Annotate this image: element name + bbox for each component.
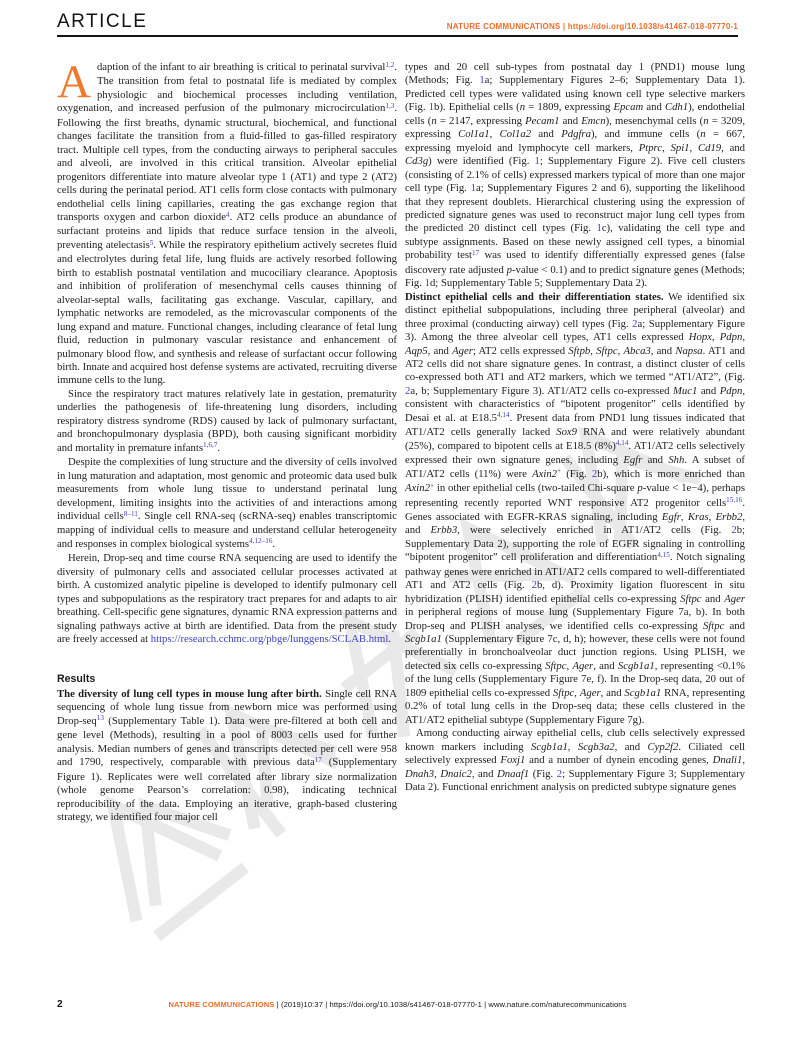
- gene-name: Egfr: [661, 510, 681, 523]
- figure-reference[interactable]: 2: [405, 384, 411, 397]
- citation-reference[interactable]: 13: [96, 714, 104, 723]
- gene-name: Pdgfra: [561, 128, 591, 141]
- figure-reference[interactable]: 2: [531, 579, 537, 592]
- gene-name: Dnaaf1: [497, 767, 530, 780]
- gene-name: Napsa: [675, 344, 703, 357]
- intro-paragraph-3: Despite the complexities of lung structure and the diversity of cells involved in lung maturation and adaptation, most genomic and proteomic data used bulk measurements from whole lung tissue to understand perinatal lung development, limiting insights into the activities of and interactions among individual cells$^{8-11}$. Single cell RNA-seq (scRNA-seq) enables transcriptomic mapping of individual cells to measure and understand cellular heterogeneity and responses in complex biological systems$^{4,12-16}$.: [57, 456, 397, 550]
- gene-name: Axin2: [532, 467, 558, 480]
- citation-reference[interactable]: 17: [314, 755, 322, 764]
- epithelial-section-paragraph: Distinct epithelial cells and their differentiation states. We identified six distinct epithelial subpopulations, including three peripheral (alveolar) and three proximal (conducting airway) cell types (Fig. 2a; Supplementary Figure 3). Among the three alveolar cell types, AT1 cells expressed Hopx, Pdpn, Aqp5, and Ager; AT2 cells expressed Sftpb, Sftpc, Abca3, and Napsa. AT1 and AT2 cells did not share signature genes. In contrast, a distinct cluster of cells co-expressed both AT1 and AT2 markers, which we termed “AT1/AT2”, (Fig. 2a, b; Supplementary Figure 3). AT1/AT2 cells co-expressed Muc1 and Pdpn, consistent with characteristics of “bipotent progenitor” cells identified by Desai et al. at E18.5$^{4,14}$. Present data from PND1 lung tissues indicated that AT1/AT2 cells generally lacked Sox9 RNA and were relatively abundant (25%), compared to bipotent cells at E18.5 $(8\%)^{4,14}$. AT1/AT2 cells selectively expressed their own signature genes, including Egfr and Shh. A subset of AT1/AT2 cells (11%) were Axin2+ (Fig. 2b), which is more enriched than Axin2+ in other epithelial cells (two-tailed Chi-square p-value < 1e−4), perhaps representing recently reported WNT responsive AT2 progenitor cells$^{15,16}$. Genes associated with EGFR-KRAS signaling, including Egfr, Kras, Erbb2, and Erbb3, were selectively enriched in AT1/AT2 cells (Fig. 2b; Supplementary Data 2), supporting the role of EGFR signaling in controlling “bipotent progenitor” cell proliferation and differentiation$^{4,15}$. Notch signaling pathway genes were enriched in AT1/AT2 cells compared to well-differentiated AT1 and AT2 cells (Fig. 2b, d). Proximity ligation fluorescent in situ hybridization (PLISH) identified epithelial cells co-expressing Sftpc and Ager in peripheral regions of mouse lung (Supplementary Figure 7a, b). In both Drop-seq and PLISH analyses, we identified cells co-expressing Sftpc and Scgb1a1 (Supplementary Figure 7c, d, h); however, these cells were not found preferentially in bronchoalveolar duct junction regions. Using PLISH, we detected six cells co-expressing Sftpc, Ager, and Scgb1a1, representing <0.1% of the lung cells (Supplementary Figure 7e, f). In the Drop-seq data, 20 out of 1809 epithelial cells co-expressed Sftpc, Ager, and Scgb1a1 RNA, representing 0.2% of total lung cells in the Drop-seq data; these cells clustered in the AT1/AT2 epithelial subtype (Supplementary Figure 7g).: [405, 290, 746, 726]
- gene-name: Scgb1a1: [405, 633, 442, 646]
- citation-reference[interactable]: 4: [226, 210, 230, 219]
- gene-name: Abca3: [623, 344, 651, 357]
- citation-reference[interactable]: 4,14: [615, 439, 629, 448]
- right-column: [405, 61, 745, 794]
- figure-reference[interactable]: 2: [731, 524, 737, 537]
- gene-name: Ager: [452, 344, 473, 357]
- gene-name: Hopx: [688, 331, 712, 344]
- figure-reference[interactable]: 1: [534, 155, 540, 168]
- footer-journal-name: NATURE COMMUNICATIONS: [168, 1000, 275, 1009]
- gene-name: Col1a1: [458, 128, 490, 141]
- footer-citation: [57, 1000, 738, 1009]
- figure-reference[interactable]: 2: [591, 467, 598, 480]
- gene-name: n: [700, 128, 706, 141]
- gene-name: Sftpc: [596, 344, 618, 357]
- gene-name: Ptprc: [638, 141, 663, 154]
- results-paragraph-1: The diversity of lung cell types in mouse lung after birth. Single cell RNA sequencing of whole lung tissue from newborn mice was performed using Drop-seq$^{13}$ (Supplementary Table 1). Data were pre-filtered at both cell and gene level (Methods), resulting in a pool of 8003 cells used for further analysis. Median numbers of genes and transcripts detected per cell were 958 and 1790, respectively, comparable with previous data$^{17}$ (Supplementary Figure 1). Replicates were well correlated after library size normalization (whole genome Pearson’s correlation: 0.98), indicating technical reproducibility of the data. Employing an iterative, graph-based clustering strategy, we identified four major cell: [57, 687, 397, 824]
- gene-name: Dnaic2: [440, 767, 472, 780]
- gene-name: Epcam: [613, 101, 644, 114]
- gene-name: Spi1: [670, 141, 690, 154]
- results-paragraph-1-continued: types and 20 cell sub-types from postnatal day 1 (PND1) mouse lung (Methods; Fig. 1a; Supplementary Figures 2–6; Supplementary Data 1). Predicted cell types were validated using known cell type selective markers (Fig. 1b). Epithelial cells (n = 1809, expressing Epcam and Cdh1), endothelial cells (n = 2147, expressing Pecam1 and Emcn), mesenchymal cells (n = 3209, expressing Col1a1, Col1a2 and Pdgfra), and immune cells (n = 667, expressing myeloid and lymphocyte cell markers, Ptprc, Spi1, Cd19, and Cd3g) were identified (Fig. 1; Supplementary Figure 2). Five cell clusters (consisting of 2.1% of cells) expressed markers typical of more than one major cell type (Fig. 1a; Supplementary Figures 2 and 6), supporting the likelihood that they represent doublets. Hierarchical clustering using the expression of predicted signature genes was used to reconstruct major lung cell types from the predicted 20 distinct cell types (Fig. 1c), validating the cell type and subtype assignments. Based on these newly assigned cell types, a binomial probability test$^{17}$ was used to identify differentially expressed genes (false discovery rate adjusted p-value < 0.1) and to predict signature genes (Methods; Fig. 1d; Supplementary Table 5; Supplementary Data 2).: [405, 61, 746, 290]
- journal-doi-header[interactable]: NATURE COMMUNICATIONS | https://doi.org/10.1038/s41467-018-07770-1: [446, 22, 738, 31]
- airway-cells-paragraph: Among conducting airway epithelial cells, club cells selectively expressed known markers including Scgb1a1, Scgb3a2, and Cyp2f2. Ciliated cell selectively expressed Foxj1 and a number of dynein encoding genes, Dnali1, Dnah3, Dnaic2, and Dnaaf1 (Fig. 2; Supplementary Figure 3; Supplementary Data 2). Functional enrichment analysis on predicted subtype signature genes: [405, 727, 746, 794]
- gene-name: Ager: [724, 592, 745, 605]
- gene-name: Sftpc: [702, 619, 725, 632]
- citation-reference[interactable]: 1,6,7: [203, 441, 218, 450]
- gene-name: Dnali1: [712, 754, 743, 767]
- gene-name: Dnah3: [405, 767, 435, 780]
- gene-name: Pecam1: [525, 114, 560, 127]
- gene-name: Ager: [579, 686, 601, 699]
- gene-name: Sftpb: [568, 344, 591, 357]
- gene-name: Pdpn: [719, 331, 743, 344]
- gene-name: Pdpn: [719, 384, 743, 397]
- page-footer: [57, 1000, 738, 1009]
- run-in-heading: Distinct epithelial cells and their differentiation states.: [405, 290, 664, 303]
- page-header: [57, 12, 738, 37]
- gene-name: Ager: [572, 659, 594, 672]
- gene-name: Cd3g: [405, 155, 429, 168]
- run-in-heading: The diversity of lung cell types in mouse lung after birth.: [57, 687, 322, 700]
- gene-name: Scgb1a1: [530, 740, 568, 753]
- citation-reference[interactable]: 8–11: [123, 509, 138, 518]
- gene-name: Kras: [687, 510, 709, 523]
- external-link[interactable]: https://research.cchmc.org/pbge/lunggens/SCLAB.html: [150, 633, 389, 646]
- gene-name: Scgb3a2: [577, 740, 615, 753]
- gene-name: Erbb3: [430, 524, 458, 537]
- gene-name: Cd19: [697, 141, 722, 154]
- gene-name: Aqp5: [405, 344, 428, 357]
- gene-name: Sftpc: [680, 592, 702, 605]
- figure-reference[interactable]: 1: [479, 74, 485, 87]
- citation-reference[interactable]: 4,12–16: [249, 537, 273, 546]
- drop-cap: A: [57, 56, 91, 108]
- gene-name: Sftpc: [545, 659, 567, 672]
- gene-name: Cdh1: [664, 101, 689, 114]
- gene-name: Sox9: [556, 426, 578, 439]
- article-type-label: ARTICLE: [57, 11, 148, 32]
- gene-name: Sftpc: [552, 686, 575, 699]
- results-heading: Results: [57, 673, 96, 686]
- figure-reference[interactable]: 2: [556, 767, 563, 780]
- gene-name: Axin2: [405, 482, 430, 495]
- left-column: [57, 56, 397, 824]
- gene-name: Muc1: [672, 384, 698, 397]
- figure-reference[interactable]: 2: [632, 317, 638, 330]
- gene-name: Scgb1a1: [617, 659, 655, 672]
- citation-reference[interactable]: 5: [149, 238, 154, 247]
- footer-citation-rest[interactable]: | (2019)10:37 | https://doi.org/10.1038/s41467-018-07770-1 | www.nature.com/naturecommunications: [274, 1000, 627, 1009]
- page-number: 2: [57, 999, 63, 1010]
- figure-reference[interactable]: 1: [424, 277, 430, 290]
- citation-reference[interactable]: 15,16: [726, 496, 743, 505]
- gene-name: Foxj1: [500, 754, 526, 767]
- citation-reference[interactable]: 4,14: [497, 411, 510, 420]
- gene-name: Scgb1a1: [624, 686, 662, 699]
- citation-reference[interactable]: 17: [472, 248, 480, 257]
- citation-reference[interactable]: 1,3: [385, 101, 395, 110]
- figure-reference[interactable]: 1: [470, 182, 476, 195]
- citation-reference[interactable]: 4,15: [657, 550, 670, 559]
- gene-name: p: [506, 263, 512, 276]
- intro-paragraph-1: Adaption of the infant to air breathing is critical to perinatal survival$^{1,2}$. The transition from fetal to postnatal life is mediated by complex physiologic and biochemical processes including ventilation, oxygenation, and increased perfusion of the pulmonary microcirculation$^{1,3}$. Following the first breaths, dynamic structural, biochemical, and functional changes facilitate the transition from a fluid-filled to gas-filled respiratory tract. Multiple cell types, from the conducting airways to peripheral saccules and alveoli, are involved in this critical transition. Alveolar epithelial progenitors differentiate into mature alveolar type 1 (AT1) and type 2 (AT2) cells during the perinatal period. AT1 cells form close contacts with pulmonary endothelial cells lining capillaries, creating the gas exchange region that transports oxygen and carbon dioxide$^4$. AT2 cells produce an abundance of surfactant proteins and lipids that reduce surface tension in the alveoli, preventing atelectasis$^5$. While the respiratory epithelium actively secretes fluid and electrolytes during fetal life, lung fluids are actively resorbed following birth to establish postnatal ventilation and mucociliary clearance. Apoptosis and inhibition of proliferation of mesenchymal cells causes thinning of alveolar-septal walls, facilitating gas exchange. Vascular, capillary, and lymphatic networks are remodeled, as the microvascular components of the lung expand and mature. Functional changes, including clearance of fetal lung fluid, reduction in pulmonary vascular resistance and enhancement of pulmonary blood flow, and synthesis and release of surfactant occur following birth. Innate and acquired host defense systems are activated, recruiting diverse immune cells to the lung.: [57, 56, 397, 387]
- gene-name: Emcn: [581, 114, 606, 127]
- gene-name: Egfr: [623, 454, 643, 467]
- intro-paragraph-4: Herein, Drop-seq and time course RNA sequencing are used to identify the diversity of pulmonary cells and associated cellular processes activated at birth. A customized analytic pipeline is developed to identify pulmonary cell types and subpopulations as the respiratory tract prepares for and adapts to air breathing. Cell-specific gene signatures, dynamic RNA expression patterns and signaling pathways active at birth are identified. Data from the present study are freely accessed at https://research.cchmc.org/pbge/lunggens/SCLAB.html.: [57, 552, 397, 646]
- gene-name: p: [637, 482, 643, 495]
- gene-name: n: [703, 114, 709, 127]
- gene-name: n: [519, 101, 526, 114]
- gene-name: Erbb2: [715, 510, 743, 523]
- figure-reference[interactable]: 1: [428, 101, 434, 114]
- figure-reference[interactable]: 1: [596, 222, 602, 235]
- intro-paragraph-2: Since the respiratory tract matures relatively late in gestation, prematurity underlies the pathogenesis of life-threatening lung disorders, including respiratory distress syndrome (RDS) caused by lack of pulmonary surfactant, and bronchopulmonary dysplasia (BPD), both causing significant morbidity and mortality in premature infants$^{1,6,7}$.: [57, 387, 397, 454]
- gene-name: Cyp2f2: [647, 740, 679, 753]
- gene-name: n: [431, 114, 437, 127]
- superscript: +: [557, 467, 562, 476]
- superscript: +: [429, 481, 434, 490]
- citation-reference[interactable]: 1,2: [385, 60, 395, 69]
- gene-name: Col1a2: [499, 128, 532, 141]
- gene-name: Shh: [668, 454, 685, 467]
